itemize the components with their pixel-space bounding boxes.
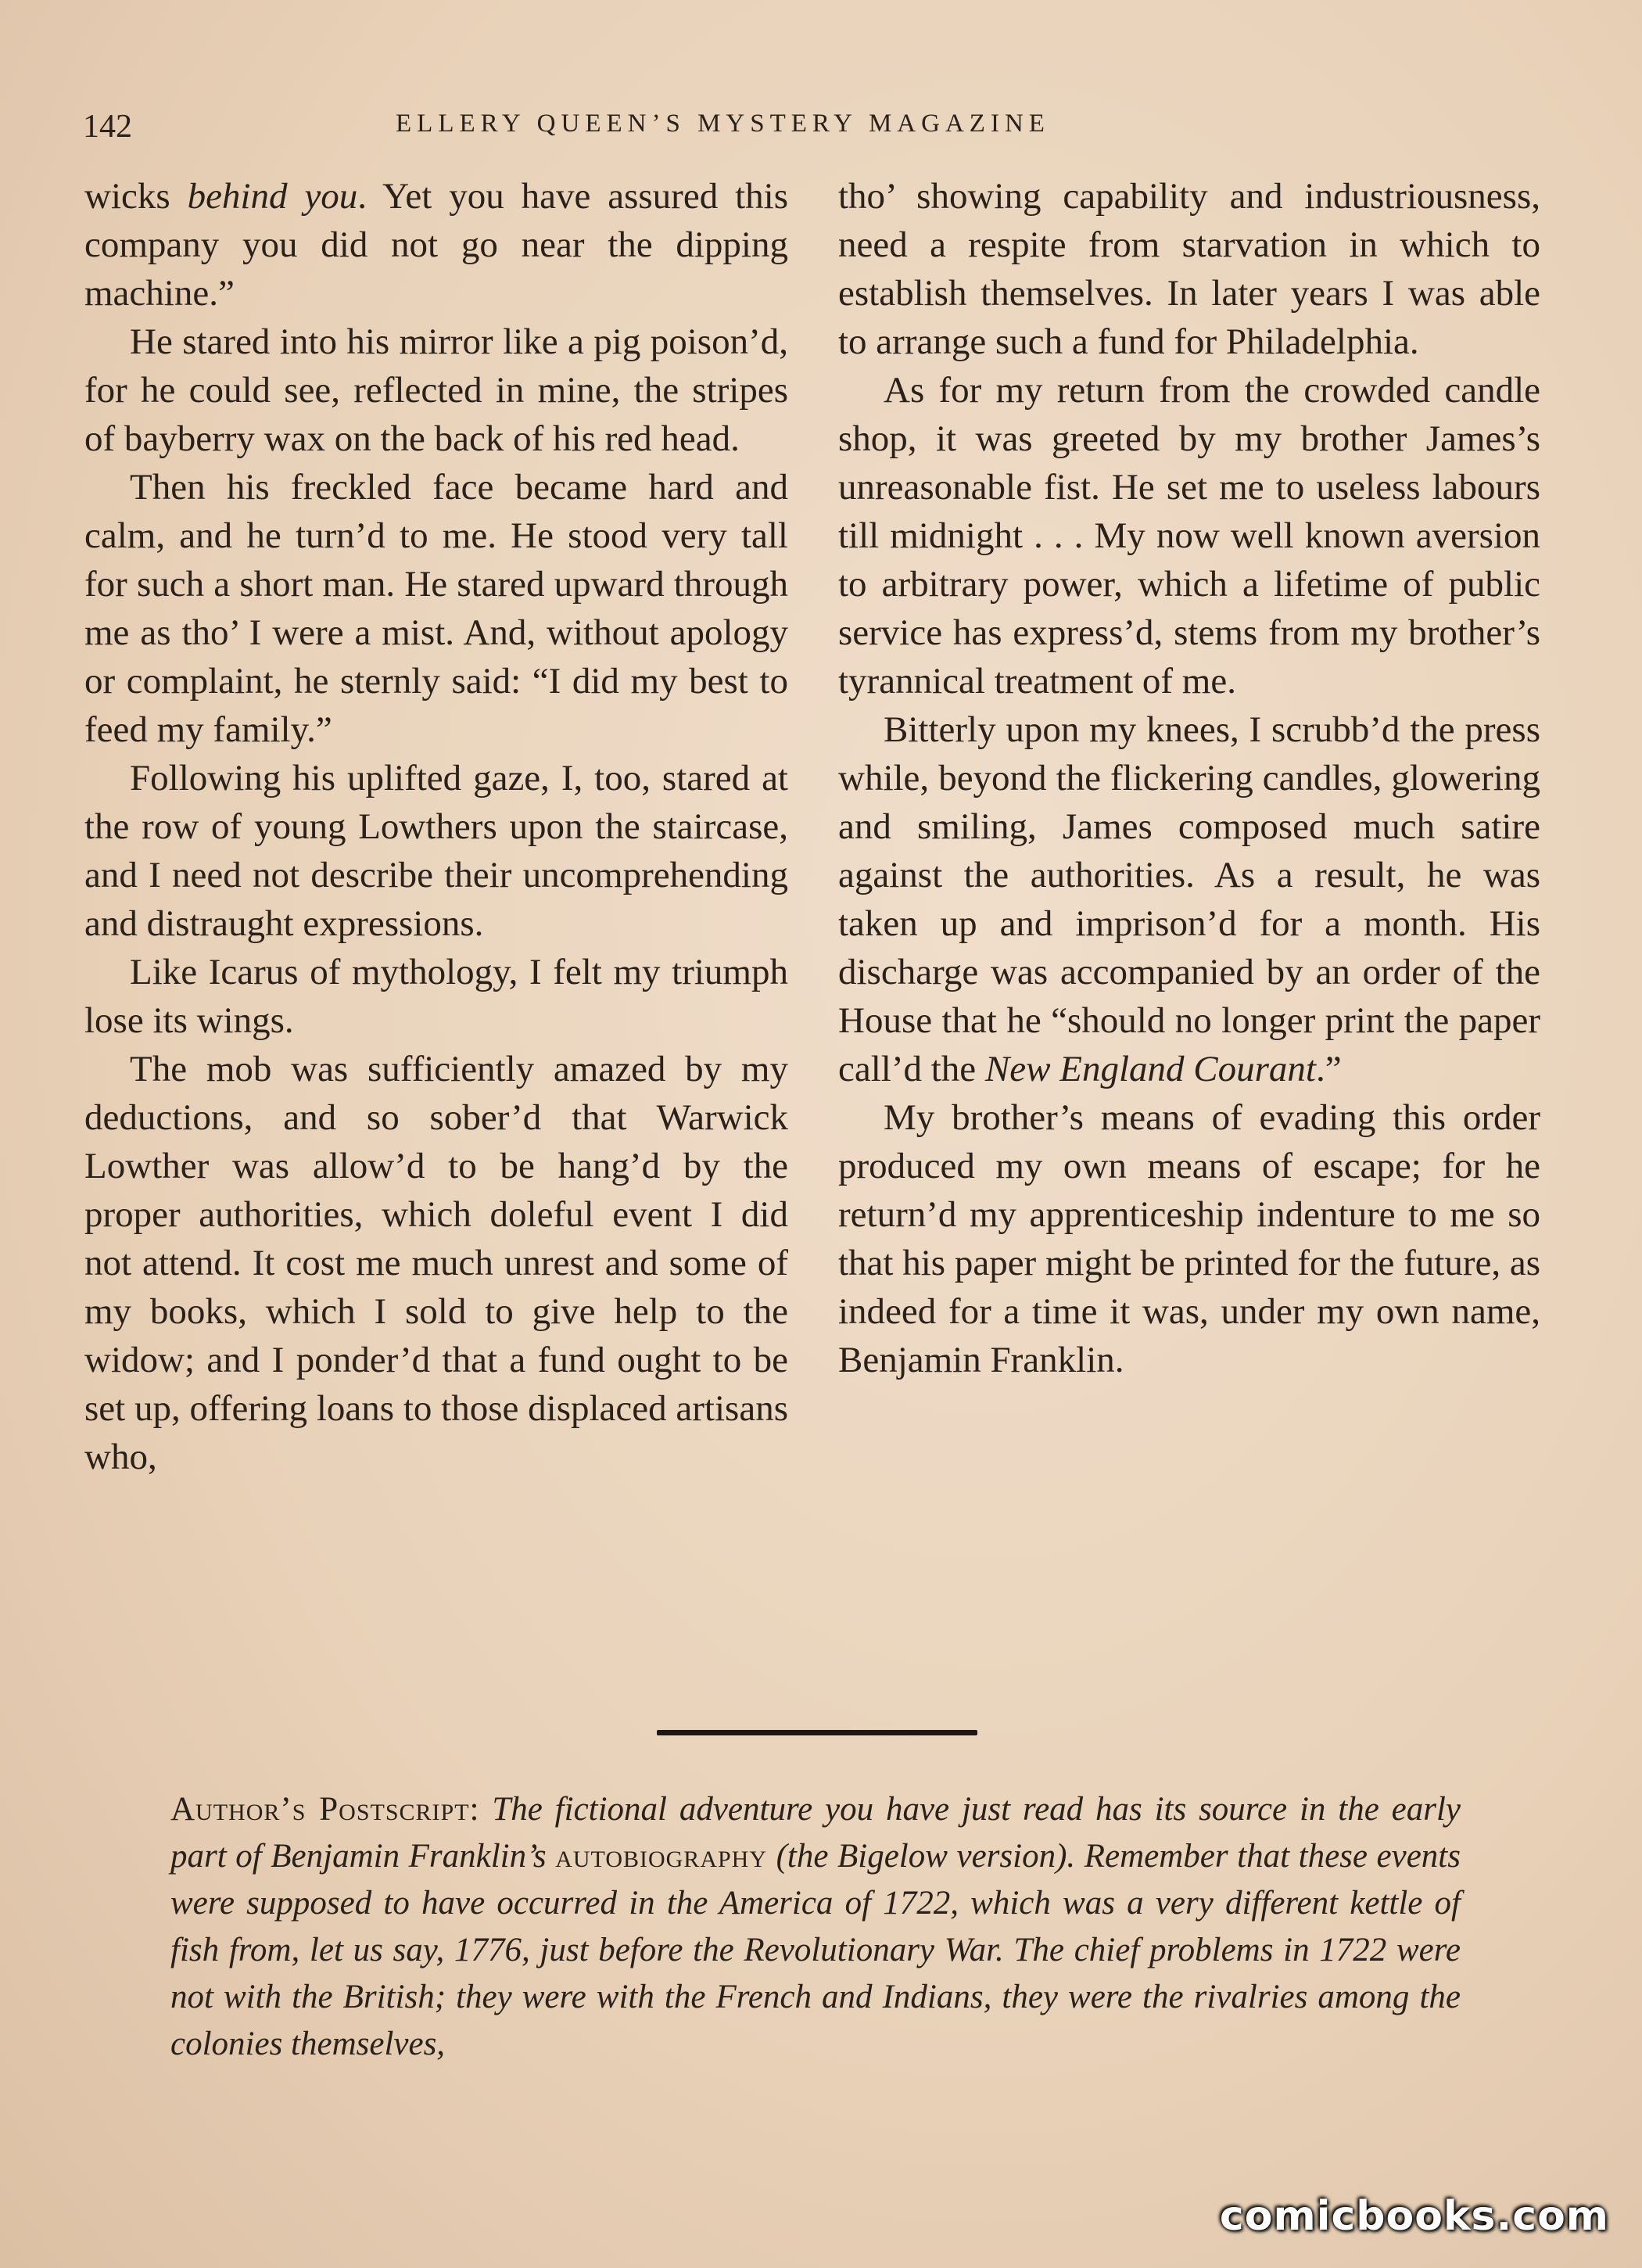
left-column: [84, 172, 788, 1481]
postscript-smallcaps: autobiography: [555, 1838, 768, 1875]
text-run: . Yet you have assured this company you did not go near the dipping machine.”: [84, 176, 789, 314]
paragraph: The mob was sufficiently amazed by my deductions, and so sober’d that Warwick Lowther was allow’d to be hang’d by the proper authorities, which doleful event I did not attend. It cost me much unrest and some of my books, which I sold to give help to the widow; and I ponder’d that a fund ought to be set up, offering loans to those displaced artisans who,: [84, 1049, 788, 1477]
paragraph: Following his uplifted gaze, I, too, stared at the row of young Lowthers upon the staircase, and I need not describe their uncomprehending and distraught expressions.: [84, 758, 788, 944]
paragraph: [838, 705, 1540, 1093]
page-number: 142: [83, 109, 132, 145]
paragraph: Like Icarus of mythology, I felt my triumph lose its wings.: [84, 952, 788, 1041]
postscript-label: Author’s Postscript:: [170, 1791, 480, 1828]
paragraph: He stared into his mirror like a pig poison’d, for he could see, reflected in mine, the stripes of bayberry wax on the back of his red head.: [84, 321, 788, 459]
running-title: ELLERY QUEEN’S MYSTERY MAGAZINE: [396, 109, 1050, 138]
postscript-text: The fictional adventure you have just read has its source in the early part of Benjamin Franklin’s: [170, 1791, 1461, 1875]
right-column: [838, 172, 1540, 1384]
text-run: wicks: [84, 176, 188, 217]
section-divider: [657, 1730, 977, 1735]
text-run: .”: [1315, 1049, 1342, 1089]
italic-text: behind you: [187, 176, 358, 217]
paragraph: tho’ showing capability and industriousness, need a respite from starvation in which to establish themselves. In later years I was able to arrange such a fund for Philadelphia.: [838, 176, 1540, 362]
text-run: Bitterly upon my knees, I scrubb’d the press while, beyond the flickering candles, glowering and smiling, James composed much satire against the authorities. As a result, he was taken up and imprison’d for a month. His discharge was accompanied by an order of the House that he “should no longer print the paper call’d the: [838, 709, 1540, 1089]
paragraph: [84, 172, 788, 318]
paragraph: My brother’s means of evading this order produced my own means of escape; for he return’d my apprenticeship indenture to me so that his paper might be printed for the future, as indeed for a time it was, under my own name, Benjamin Franklin.: [838, 1097, 1540, 1380]
author-postscript: [170, 1786, 1461, 2068]
paragraph: Then his freckled face became hard and calm, and he turn’d to me. He stood very tall for such a short man. He stared upward through me as tho’ I were a mist. And, without apology or complaint, he sternly said: “I did my best to feed my family.”: [84, 467, 788, 750]
paragraph: As for my return from the crowded candle shop, it was greeted by my brother James’s unreasonable fist. He set me to useless labours till midnight . . . My now well known aversion to arbitrary power, which a lifetime of public service has express’d, stems from my brother’s tyrannical treatment of me.: [838, 370, 1540, 702]
postscript-text: (the Bigelow version). Remember that these events were supposed to have occurred in the America of 1722, which was a very different kettle of fish from, let us say, 1776, just before the Revolutionary War. The chief problems in 1722 were not with the British; they were with the French and Indians, they were the rivalries among the colonies themselves,: [170, 1838, 1461, 2062]
watermark: comicbooks.com: [1219, 2193, 1609, 2240]
page-header: [83, 108, 1537, 155]
italic-text: New England Courant: [984, 1049, 1316, 1089]
